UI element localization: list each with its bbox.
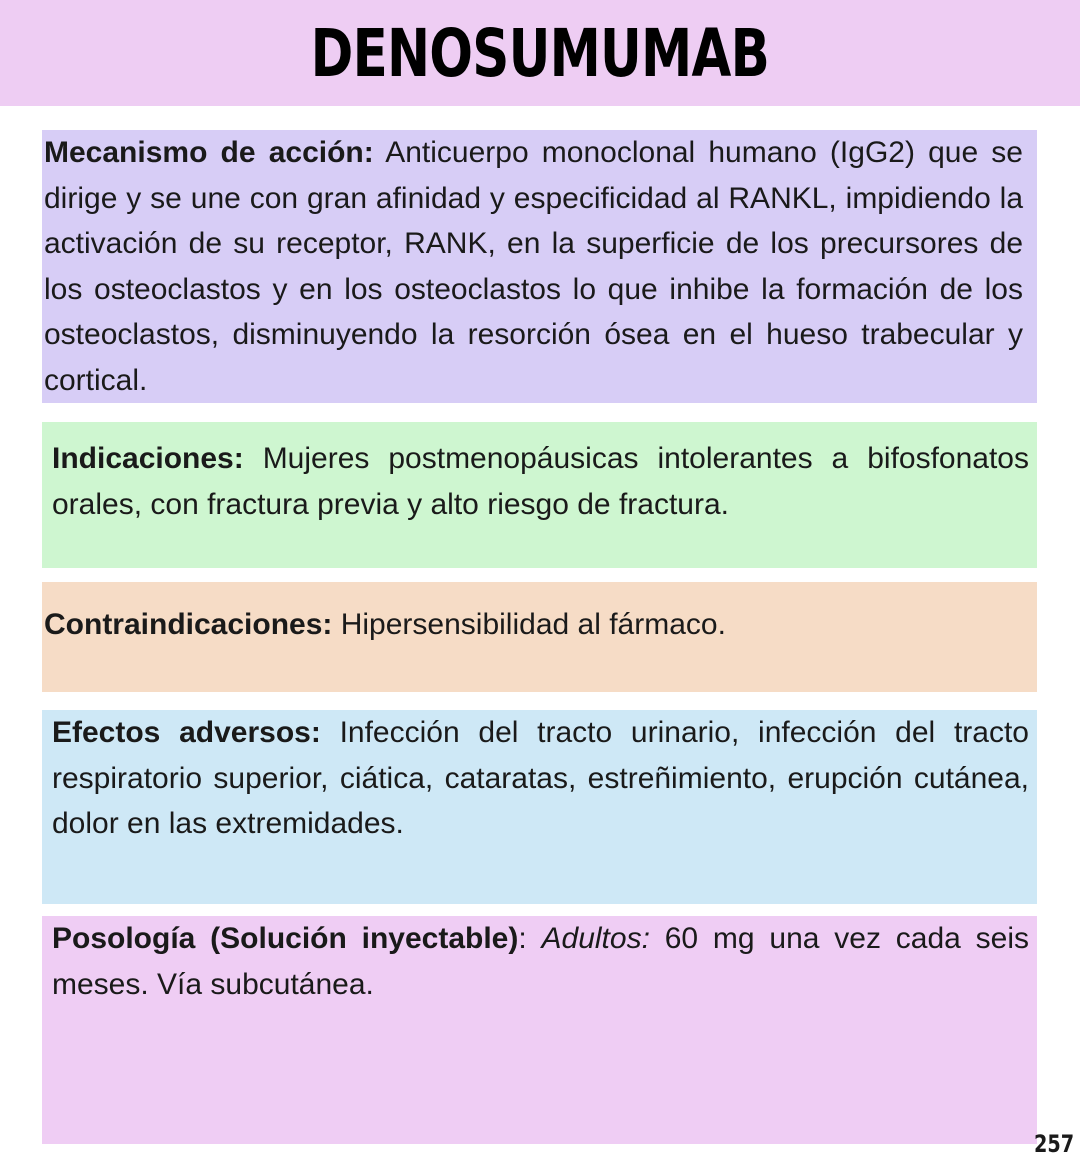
section-italic: Adultos: <box>541 922 650 955</box>
section-text: Hipersensibilidad al fármaco. <box>332 608 726 641</box>
section-text: Mujeres postmenopáusicas intolerantes a bifosfonatos orales, con fractura previa y alto riesgo de fractura. <box>52 442 1029 521</box>
section-posologia <box>42 916 1037 1144</box>
section-separator: : <box>518 922 542 955</box>
section-label: Efectos adversos: <box>52 716 321 749</box>
section-mecanismo <box>42 130 1037 403</box>
section-label: Contraindicaciones: <box>44 608 333 641</box>
section-text: Infección del tracto urinario, infección del tracto respiratorio superior, ciática, cataratas, estreñimiento, erupción cutánea, dolor en las extremidades. <box>52 716 1029 840</box>
section-label: Posología (Solución inyectable) <box>52 922 519 955</box>
section-text: Anticuerpo monoclonal humano (IgG2) que se dirige y se une con gran afinidad y especificidad al RANKL, impidiendo la activación de su receptor, RANK, en la superficie de los precursores de los osteoclastos y en los osteoclastos lo que inhibe la formación de los osteoclastos, disminuyendo la resorción ósea en el hueso trabecular y cortical. <box>44 136 1023 397</box>
section-label: Indicaciones: <box>52 442 244 475</box>
page-title: DENOSUMUMAB <box>310 14 770 92</box>
section-indicaciones <box>42 422 1037 568</box>
page-number: 257 <box>1033 1130 1074 1158</box>
section-text: 60 mg una vez cada seis meses. Vía subcutánea. <box>52 922 1029 1001</box>
section-efectos-adversos <box>42 710 1037 904</box>
title-banner <box>0 0 1080 106</box>
section-label: Mecanismo de acción: <box>44 136 374 169</box>
section-contraindicaciones <box>42 582 1037 692</box>
